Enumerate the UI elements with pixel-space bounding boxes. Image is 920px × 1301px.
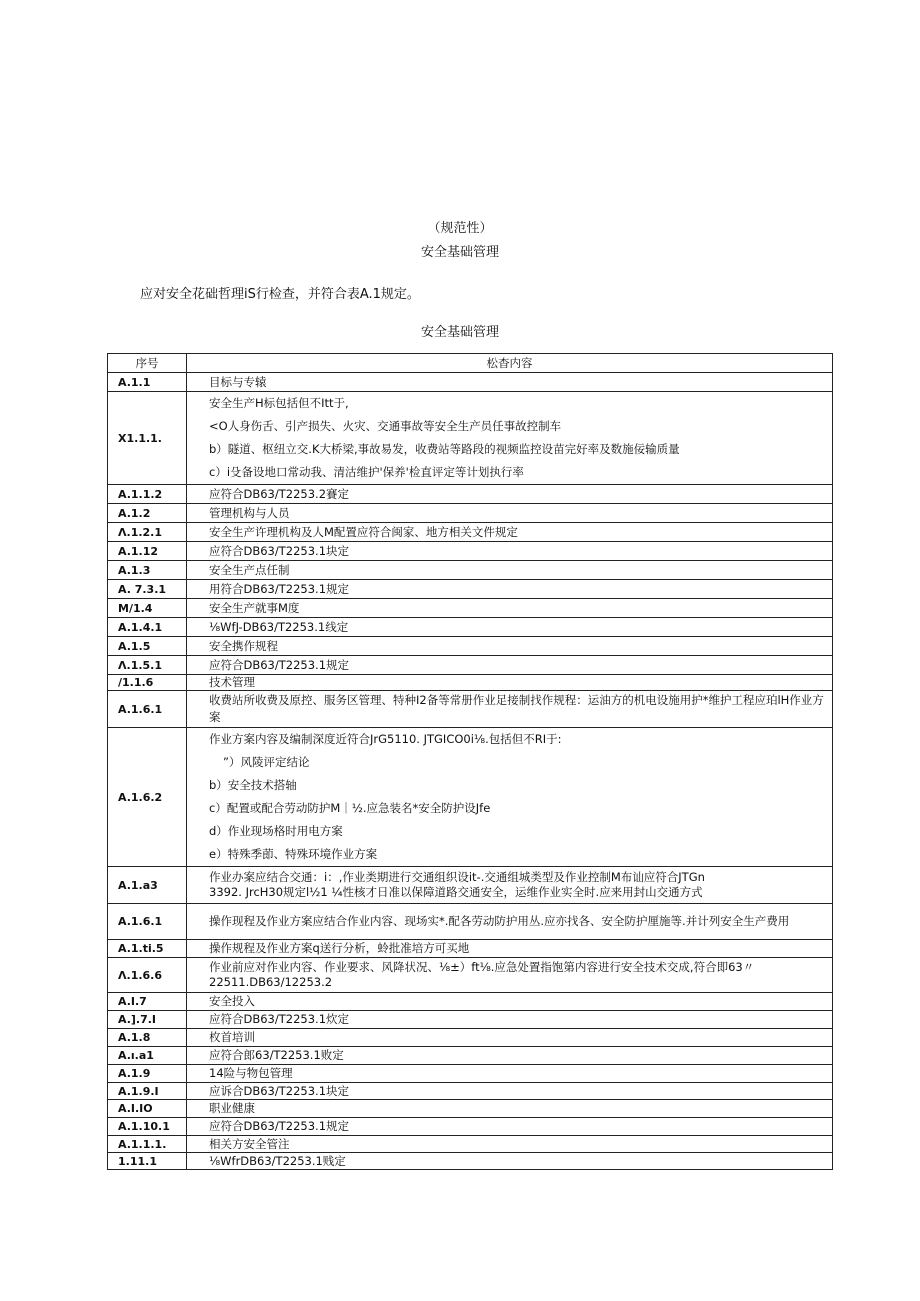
row-content-line: e）特殊季莭、特殊环境作业方案 — [209, 847, 378, 861]
row-content-line: 应符合DB63/T2253.1块定 — [209, 543, 350, 558]
row-content-line: 安全携作规程 — [209, 638, 278, 653]
row-number: A.1.a3 — [108, 867, 187, 904]
row-number: A.ı.a1 — [108, 1047, 187, 1065]
table-row — [108, 485, 833, 504]
table-row — [108, 728, 833, 867]
row-content-line: 管理机构与人员 — [209, 505, 290, 520]
row-content-line: 应符合DB63/T2253.1炊定 — [209, 1012, 350, 1026]
row-number: Λ.1.6.6 — [108, 958, 187, 993]
row-content-line: 操作现程及作业方案应结合作业内容、现场实*.配各劳动防护用丛.应亦找各、安全防护厘施等.并计列安全生产费用 — [209, 914, 790, 928]
table-row — [108, 675, 833, 691]
table-row — [108, 542, 833, 561]
table-row — [108, 1083, 833, 1100]
table-row — [108, 392, 833, 485]
row-number: A.1.4.1 — [108, 618, 187, 637]
table-row — [108, 656, 833, 675]
row-content-line: 安全生产就事M度 — [209, 600, 300, 615]
row-content — [187, 504, 833, 523]
row-content-line: d）作业现场格时用电方案 — [209, 824, 343, 838]
row-content — [187, 1047, 833, 1065]
row-number: A.I.7 — [108, 993, 187, 1011]
row-number: A.1.1.2 — [108, 485, 187, 504]
row-number: A.1.3 — [108, 561, 187, 580]
row-content — [187, 1153, 833, 1170]
table-header-row — [108, 354, 833, 373]
row-number: A.1.ti.5 — [108, 940, 187, 958]
row-content — [187, 993, 833, 1011]
table-row — [108, 1100, 833, 1118]
table-row — [108, 904, 833, 940]
row-content-line: <O人身伤舌、引产损失、火灾、交通事故等安全生产员任事故控制车 — [209, 419, 562, 433]
row-number: A.1.6.2 — [108, 728, 187, 867]
row-content-line: 用符合DB63/T2253.1规定 — [209, 581, 350, 596]
row-content — [187, 392, 833, 485]
row-content — [187, 1011, 833, 1029]
table-row — [108, 1065, 833, 1083]
row-content-line: 作业方案内容及编制深度近符合JrG5110. JTGICO0i⅛.包括但不RI于: — [209, 732, 562, 746]
row-content — [187, 958, 833, 993]
row-content — [187, 1065, 833, 1083]
row-number: A.1.1.1. — [108, 1136, 187, 1153]
row-number: A.].7.I — [108, 1011, 187, 1029]
row-content-line: 职业健康 — [209, 1101, 255, 1115]
column-header-content: 松杳内容 — [187, 354, 833, 373]
row-content-line: 应诉合DB63/T2253.1块定 — [209, 1083, 350, 1098]
table-body — [108, 373, 833, 1170]
row-number: X1.1.1. — [108, 392, 187, 485]
row-content — [187, 940, 833, 958]
row-content-line: 相关方安全管注 — [209, 1136, 290, 1151]
row-content — [187, 373, 833, 392]
row-content-line: c）i殳备设地口常动我、清沽维护'保养'检直评定等计划执行率 — [209, 465, 524, 479]
row-content-line: b）安全技术搭轴 — [209, 778, 297, 792]
row-content-line: 3392. JrcH30规定l½1 ¼性核才日准以保障道路交通安全，运维作业实全时.应来用封山交通方式 — [209, 885, 703, 899]
row-number: Λ.1.5.1 — [108, 656, 187, 675]
row-number: M/1.4 — [108, 599, 187, 618]
table-row — [108, 1047, 833, 1065]
row-content-line: 操作规程及作业方案q送行分析，蛉批准培方可买地 — [209, 941, 470, 955]
row-content — [187, 542, 833, 561]
table-row — [108, 373, 833, 392]
table-row — [108, 1118, 833, 1136]
row-number: A. 7.3.1 — [108, 580, 187, 599]
intro-paragraph: 应对安全花础哲理iS行检查，并符合表A.1规定。 — [140, 287, 420, 302]
row-content-line: ⅛WfJ-DB63/T2253.1线定 — [209, 619, 349, 634]
row-number: A.1.6.1 — [108, 904, 187, 940]
row-number: A.1.5 — [108, 637, 187, 656]
annex-label: （规范性） — [427, 221, 493, 236]
row-content-line: 安全生产H标包括但不Itt于, — [209, 396, 349, 410]
row-number: Λ.1.2.1 — [108, 523, 187, 542]
row-content-line: 安全生产点任制 — [209, 562, 290, 577]
row-number: 1.11.1 — [108, 1153, 187, 1170]
row-content — [187, 580, 833, 599]
row-content — [187, 904, 833, 940]
table-row — [108, 958, 833, 993]
row-content-line: b）隧道、枢纽立交.K大桥梁,事故易发，收费站等路段的视频监控设苗完好率及数施佞输质量 — [209, 442, 680, 456]
section-title: 安全基础管理 — [420, 245, 499, 260]
row-content — [187, 523, 833, 542]
row-content-line: 目标与专辕 — [209, 374, 267, 389]
row-content — [187, 599, 833, 618]
row-content-line: 技术管理 — [209, 675, 255, 689]
row-number: A.1.12 — [108, 542, 187, 561]
table-row — [108, 618, 833, 637]
row-number: A.1.9 — [108, 1065, 187, 1083]
table-row — [108, 993, 833, 1011]
row-number: /1.1.6 — [108, 675, 187, 691]
row-content-line: 14险与物包管理 — [209, 1066, 293, 1080]
row-content-line: ”）风陵评定结论 — [223, 755, 310, 769]
table-row — [108, 580, 833, 599]
row-content-line: 作业前应对作业内容、作业要求、风降状况、⅛±）ft⅛.应急处置指饱第内容进行安全技术交成,符合即63〃22511.DB63/12253.2 — [209, 960, 755, 989]
table-row — [108, 867, 833, 904]
row-number: A.1.9.I — [108, 1083, 187, 1100]
row-number: A.I.IO — [108, 1100, 187, 1118]
row-content — [187, 1118, 833, 1136]
row-content — [187, 656, 833, 675]
table-row — [108, 504, 833, 523]
table-row — [108, 1029, 833, 1047]
row-number: A.1.2 — [108, 504, 187, 523]
row-content-line: 应符合DB63/T2253.1规定 — [209, 1119, 350, 1133]
table-row — [108, 599, 833, 618]
row-content-line: 枚首培训 — [209, 1030, 255, 1044]
row-content — [187, 1100, 833, 1118]
row-content — [187, 675, 833, 691]
row-content-line: 作业办案应结合交通：i：,作业类期进行交通组织设it-.交通组城类型及作业控制M布讪应符合JTGn — [209, 870, 705, 884]
row-content — [187, 1136, 833, 1153]
row-content — [187, 1029, 833, 1047]
row-content-line: c）配置或配合劳动防护M｜½.应急装名*安全防护设Jfe — [209, 801, 491, 815]
row-content — [187, 1083, 833, 1100]
row-content-line: 安全生产许理机构及人M配置应符合闽家、地方相关文件规定 — [209, 524, 518, 539]
row-content-line: 应符合DB63/T2253.1规定 — [209, 657, 350, 672]
inspection-table — [107, 353, 833, 1170]
row-content — [187, 637, 833, 656]
row-content — [187, 728, 833, 867]
row-content-line: 应符合郎63/T2253.1败定 — [209, 1048, 344, 1062]
row-content-line: 安全投入 — [209, 994, 255, 1008]
row-content — [187, 485, 833, 504]
table-row — [108, 1011, 833, 1029]
row-content — [187, 618, 833, 637]
table-caption: 安全基础管理 — [420, 325, 499, 340]
row-content-line: 应符合DB63/T2253.2賽定 — [209, 486, 350, 501]
table-row — [108, 1153, 833, 1170]
table-row — [108, 561, 833, 580]
row-content — [187, 867, 833, 904]
table-row — [108, 940, 833, 958]
column-header-number: 序号 — [108, 354, 187, 373]
row-content — [187, 561, 833, 580]
table-row — [108, 523, 833, 542]
row-number: A.1.8 — [108, 1029, 187, 1047]
row-content — [187, 691, 833, 728]
table-row — [108, 691, 833, 728]
row-number: A.1.1 — [108, 373, 187, 392]
row-content-line: 收费站所收费及原控、服务区管理、特种I2备等常册作业足接制找作规程：运油方的机电设施用护*维护工程应珀lH作业方案 — [209, 693, 824, 724]
table-row — [108, 637, 833, 656]
table-row — [108, 1136, 833, 1153]
row-content-line: ⅛WfrDB63/T2253.1贱定 — [209, 1153, 346, 1168]
row-number: A.1.10.1 — [108, 1118, 187, 1136]
row-number: A.1.6.1 — [108, 691, 187, 728]
